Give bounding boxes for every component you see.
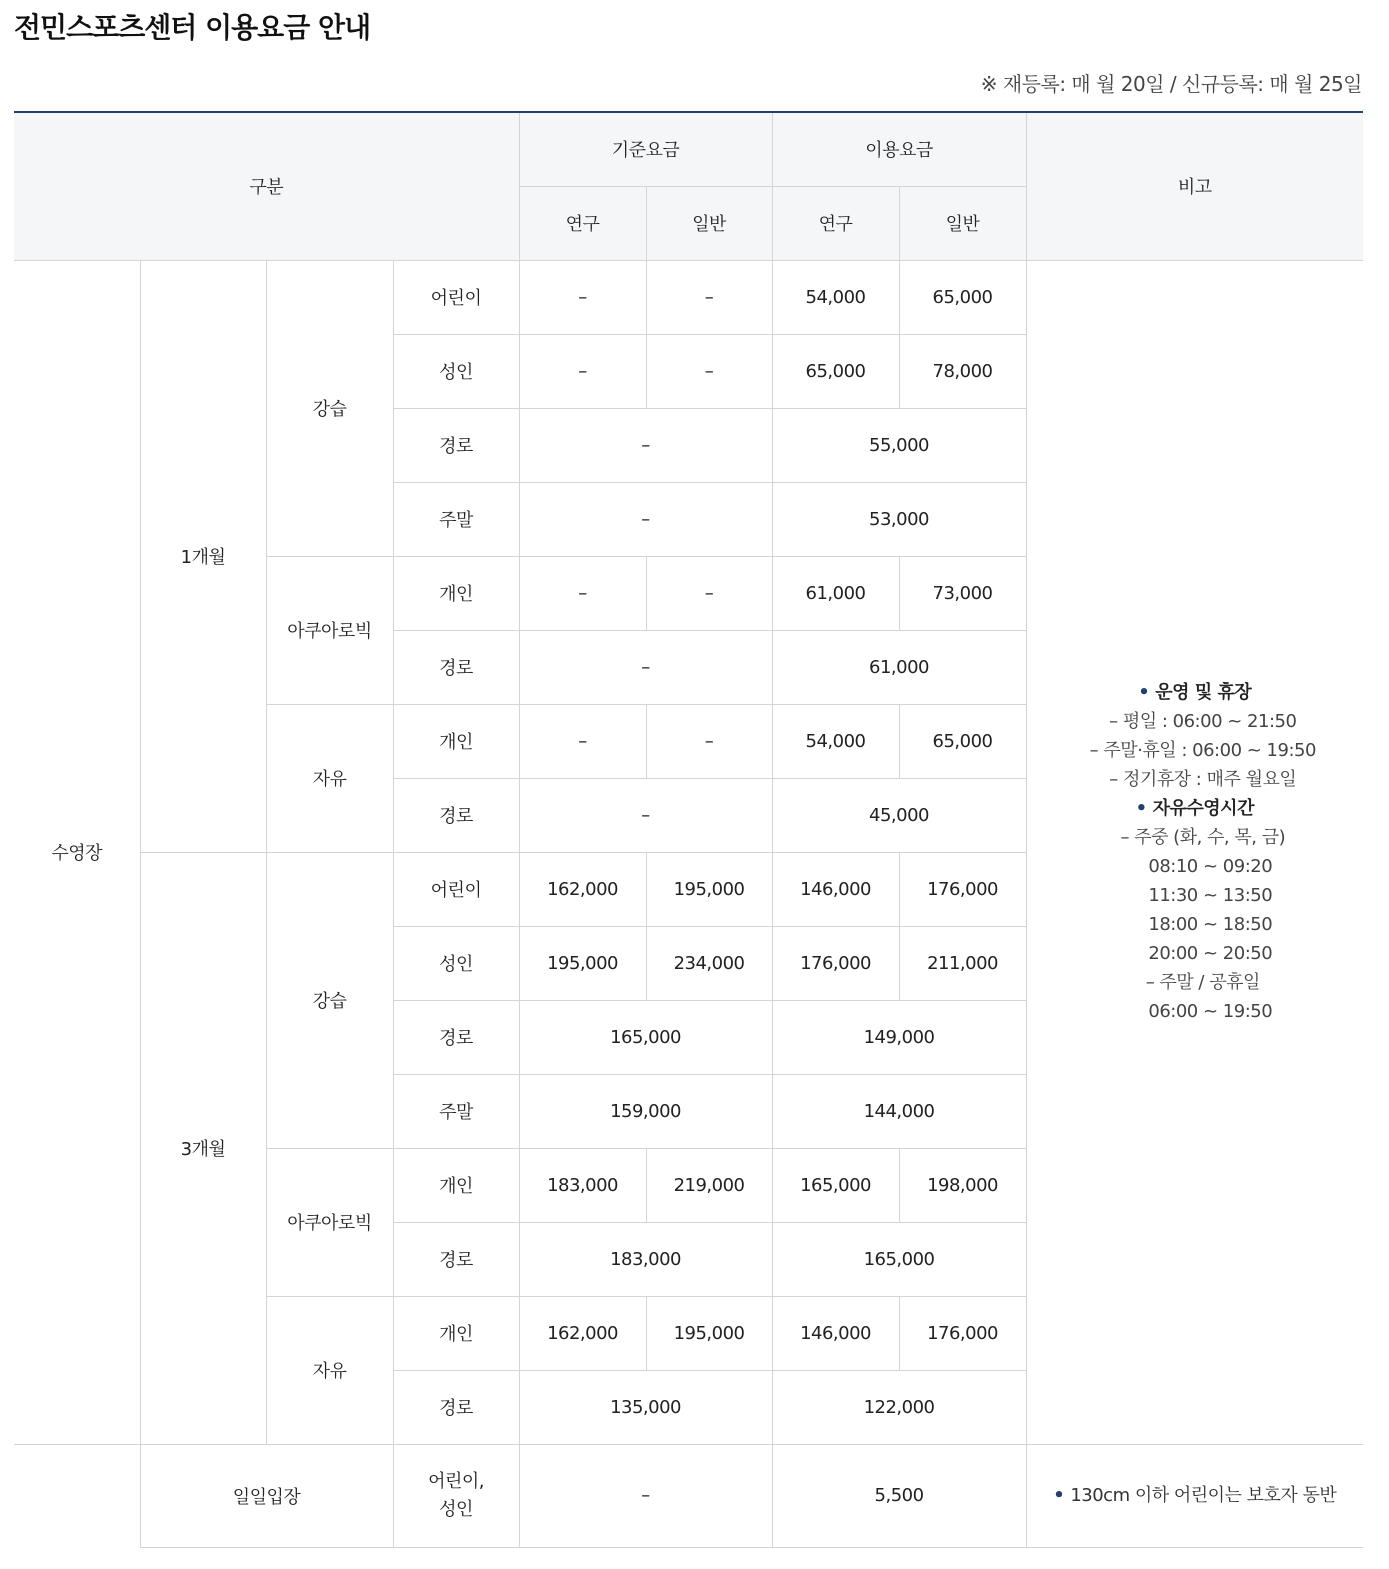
fee-cell: – [519, 778, 772, 852]
target-cell: 어린이, 성인 [393, 1444, 519, 1547]
header-remark: 비고 [1026, 112, 1363, 260]
target-cell: 경로 [393, 630, 519, 704]
header-base-yeongu: 연구 [519, 186, 646, 260]
facility-cell-continued [14, 1444, 140, 1547]
fee-cell: 195,000 [646, 1296, 772, 1370]
fee-cell: – [646, 260, 772, 334]
fee-cell: – [519, 260, 646, 334]
bullet-icon: • [1053, 1485, 1065, 1506]
program-cell: 아쿠아로빅 [266, 556, 393, 704]
target-cell: 경로 [393, 1222, 519, 1296]
target-cell: 개인 [393, 1148, 519, 1222]
fee-cell: 65,000 [899, 260, 1026, 334]
target-cell: 개인 [393, 556, 519, 630]
fee-cell: 144,000 [772, 1074, 1026, 1148]
target-cell: 경로 [393, 408, 519, 482]
program-cell: 강습 [266, 260, 393, 556]
header-base-fee: 기준요금 [519, 112, 772, 186]
bullet-icon: • [1135, 798, 1147, 819]
fee-cell: 53,000 [772, 482, 1026, 556]
fee-cell: 54,000 [772, 704, 899, 778]
facility-cell: 수영장 [14, 260, 140, 1444]
fee-cell: – [519, 482, 772, 556]
registration-note: ※ 재등록: 매 월 20일 / 신규등록: 매 월 25일 [980, 72, 1362, 96]
fee-cell: 146,000 [772, 852, 899, 926]
remark-time: 11:30 ~ 13:50 [1148, 885, 1273, 906]
target-cell: 경로 [393, 778, 519, 852]
header-use-general: 일반 [899, 186, 1026, 260]
fee-cell: 135,000 [519, 1370, 772, 1444]
remark-time: 08:10 ~ 09:20 [1148, 856, 1273, 877]
remark-time: 18:00 ~ 18:50 [1148, 914, 1273, 935]
fee-cell: 78,000 [899, 334, 1026, 408]
remark-ops-title: • 운영 및 휴장 [1138, 682, 1252, 703]
remark-free-title: • 자유수영시간 [1135, 798, 1254, 819]
fee-cell: – [646, 556, 772, 630]
fee-cell: 165,000 [772, 1222, 1026, 1296]
fee-cell: 73,000 [899, 556, 1026, 630]
remark-line: – 정기휴장 : 매주 월요일 [1109, 769, 1297, 790]
target-cell: 경로 [393, 1000, 519, 1074]
daily-cell: 일일입장 [140, 1444, 393, 1547]
fee-cell: 165,000 [772, 1148, 899, 1222]
target-cell: 성인 [393, 926, 519, 1000]
fee-cell: – [519, 408, 772, 482]
fee-cell: – [519, 630, 772, 704]
fee-cell: – [519, 1444, 772, 1547]
fee-cell: 45,000 [772, 778, 1026, 852]
program-cell: 자유 [266, 704, 393, 852]
header-use-yeongu: 연구 [772, 186, 899, 260]
remark-line: – 주말 / 공휴일 [1145, 972, 1260, 993]
fee-cell: 165,000 [519, 1000, 772, 1074]
fee-cell: 162,000 [519, 852, 646, 926]
fee-cell: 176,000 [899, 852, 1026, 926]
program-cell: 자유 [266, 1296, 393, 1444]
fee-cell: – [646, 704, 772, 778]
fee-table [14, 111, 1363, 1548]
fee-cell: 183,000 [519, 1148, 646, 1222]
remark-line: – 평일 : 06:00 ~ 21:50 [1109, 711, 1297, 732]
fee-cell: 54,000 [772, 260, 899, 334]
target-cell: 성인 [393, 334, 519, 408]
fee-cell: 65,000 [772, 334, 899, 408]
fee-cell: 195,000 [519, 926, 646, 1000]
program-cell: 강습 [266, 852, 393, 1148]
program-cell: 아쿠아로빅 [266, 1148, 393, 1296]
fee-cell: 211,000 [899, 926, 1026, 1000]
fee-cell: 176,000 [772, 926, 899, 1000]
fee-cell: 61,000 [772, 630, 1026, 704]
target-cell: 주말 [393, 1074, 519, 1148]
target-cell: 어린이 [393, 852, 519, 926]
fee-cell: 146,000 [772, 1296, 899, 1370]
fee-cell: 61,000 [772, 556, 899, 630]
fee-cell: 183,000 [519, 1222, 772, 1296]
fee-cell: 159,000 [519, 1074, 772, 1148]
period-cell-1m: 1개월 [140, 260, 266, 852]
target-cell: 어린이 [393, 260, 519, 334]
fee-cell: – [519, 556, 646, 630]
fee-cell: 234,000 [646, 926, 772, 1000]
fee-cell: 55,000 [772, 408, 1026, 482]
remark-time: 20:00 ~ 20:50 [1148, 943, 1273, 964]
target-cell: 개인 [393, 704, 519, 778]
header-base-general: 일반 [646, 186, 772, 260]
target-cell: 개인 [393, 1296, 519, 1370]
fee-cell: 198,000 [899, 1148, 1026, 1222]
page-title: 전민스포츠센터 이용요금 안내 [14, 11, 371, 44]
remark-line: – 주말·휴일 : 06:00 ~ 19:50 [1089, 740, 1316, 761]
remark-time: 06:00 ~ 19:50 [1148, 1001, 1273, 1022]
fee-cell: 176,000 [899, 1296, 1026, 1370]
daily-remark-cell: • 130cm 이하 어린이는 보호자 동반 [1026, 1444, 1363, 1547]
fee-cell: – [646, 334, 772, 408]
fee-cell: 149,000 [772, 1000, 1026, 1074]
fee-cell: 195,000 [646, 852, 772, 926]
remark-line: – 주중 (화, 수, 목, 금) [1120, 827, 1286, 848]
header-use-fee: 이용요금 [772, 112, 1026, 186]
fee-cell: 65,000 [899, 704, 1026, 778]
period-cell-3m: 3개월 [140, 852, 266, 1444]
fee-cell: – [519, 704, 646, 778]
fee-cell: 5,500 [772, 1444, 1026, 1547]
fee-cell: 162,000 [519, 1296, 646, 1370]
remark-cell [1026, 260, 1363, 1444]
fee-cell: 122,000 [772, 1370, 1026, 1444]
fee-cell: 219,000 [646, 1148, 772, 1222]
fee-cell: – [519, 334, 646, 408]
table-row [14, 1444, 1363, 1547]
target-cell: 경로 [393, 1370, 519, 1444]
bullet-icon: • [1138, 682, 1150, 703]
target-cell: 주말 [393, 482, 519, 556]
header-category: 구분 [14, 112, 519, 260]
table-row [14, 260, 1363, 334]
